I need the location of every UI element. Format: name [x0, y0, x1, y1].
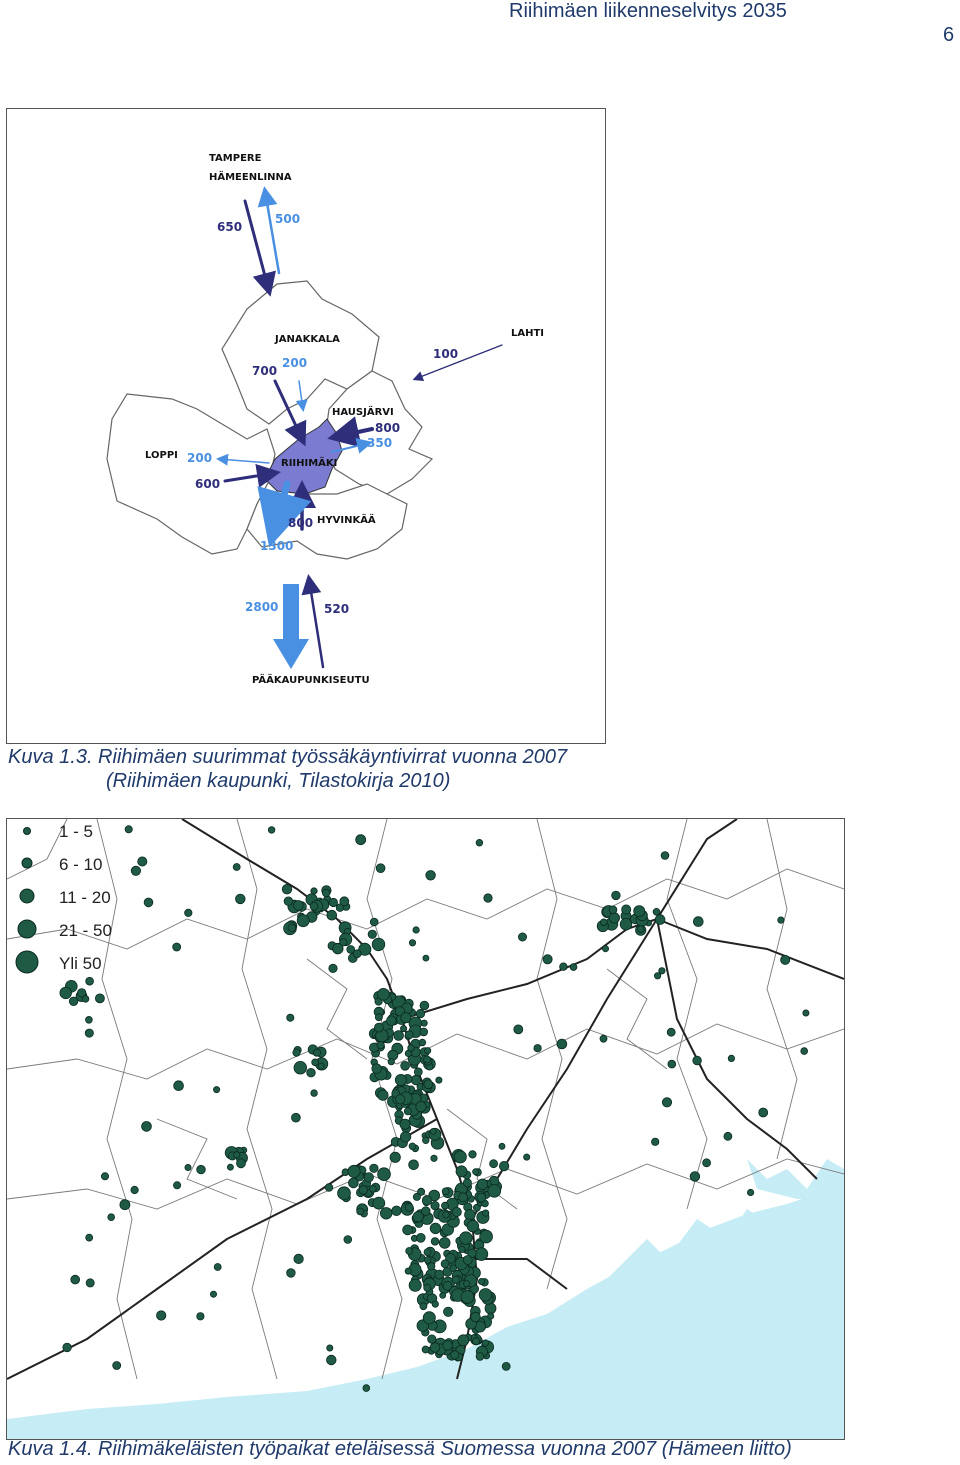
workplace-dot — [86, 1016, 93, 1023]
workplace-dot — [430, 1223, 441, 1234]
workplace-dot — [413, 1193, 420, 1200]
workplace-dot — [125, 826, 132, 833]
workplace-dot — [348, 1165, 360, 1177]
workplace-dot — [372, 1064, 382, 1074]
workplace-dot — [395, 1074, 406, 1085]
workplace-dot — [543, 955, 552, 964]
workplace-dot — [344, 1236, 352, 1244]
workplace-dot — [473, 1338, 480, 1345]
workplace-dot — [374, 1023, 383, 1032]
workplace-dot — [693, 917, 703, 927]
flow-lahti: 100 — [433, 347, 459, 361]
workplace-dot — [318, 1063, 324, 1069]
workplace-dot — [490, 1160, 498, 1168]
workplace-dot — [95, 994, 104, 1003]
workplace-dot — [340, 897, 349, 906]
workplace-dot — [423, 955, 429, 961]
workplace-dot — [471, 1312, 481, 1322]
flow-hyvinkaa-out: 1300 — [260, 539, 294, 553]
workplace-dot — [499, 1161, 508, 1170]
workplace-dot — [424, 1284, 431, 1291]
workplace-dot — [394, 1031, 404, 1041]
workplace-dot — [451, 1351, 459, 1359]
workplace-dot — [293, 1049, 300, 1056]
workplace-dot — [488, 1313, 494, 1319]
workplace-dot — [422, 1207, 431, 1216]
workplace-dot — [661, 852, 669, 860]
workplace-dot — [454, 1151, 466, 1163]
workplace-dot — [442, 1188, 449, 1195]
workplace-dot — [174, 1182, 181, 1189]
workplace-dot — [69, 997, 78, 1006]
legend-dot-1 — [24, 828, 31, 835]
workplace-dot — [284, 897, 293, 906]
legend-label-4: 21 - 50 — [59, 921, 112, 940]
workplace-dot — [227, 1164, 233, 1170]
workplace-dot — [690, 1172, 700, 1182]
workplace-dot — [416, 1233, 425, 1242]
workplace-dot — [370, 1164, 378, 1172]
workplace-dot — [432, 1301, 438, 1307]
flow-loppi-in: 600 — [195, 477, 221, 491]
workplace-dot — [409, 1143, 416, 1150]
workplace-dot — [86, 977, 94, 985]
workplace-dot — [426, 871, 436, 881]
place-paakaupunkiseutu: PÄÄKAUPUNKISEUTU — [252, 675, 370, 686]
workplace-dot — [435, 1270, 444, 1279]
flow-hyvinkaa-in: 800 — [288, 516, 314, 530]
figure1-caption: Kuva 1.3. Riihimäen suurimmat työssäkäyntivirrat vuonna 2007 — [8, 746, 568, 768]
workplace-dot — [142, 1122, 152, 1132]
workplace-dot — [101, 1173, 108, 1180]
workplace-dot — [214, 1264, 221, 1271]
workplace-dot — [174, 1081, 184, 1091]
workplace-dot — [311, 1090, 318, 1097]
workplace-dot — [288, 924, 296, 932]
workplace-dot — [693, 1056, 702, 1065]
place-lahti: LAHTI — [511, 328, 545, 339]
workplace-dot — [778, 917, 784, 923]
workplace-dot — [431, 1201, 439, 1209]
workplace-dot — [662, 1098, 671, 1107]
legend — [16, 822, 112, 973]
workplace-dot — [602, 946, 608, 952]
workplace-dot — [430, 1343, 440, 1353]
workplace-dot — [456, 1166, 467, 1177]
workplace-dot — [420, 1001, 429, 1010]
workplace-dot — [557, 1039, 567, 1049]
workplace-dot — [372, 938, 385, 951]
flow-loppi-out: 200 — [187, 451, 213, 465]
workplace-dot — [459, 1246, 465, 1252]
workplace-dot — [307, 1068, 316, 1077]
workplace-dot — [467, 1220, 479, 1232]
workplace-dot — [436, 1077, 442, 1083]
workplace-dot — [422, 1196, 431, 1205]
workplace-dot — [405, 1031, 413, 1039]
workplace-dot — [234, 1152, 240, 1158]
workplace-dot — [237, 1159, 246, 1168]
workplace-dot — [359, 1186, 368, 1195]
workplace-dot — [406, 1248, 413, 1255]
workplace-dot — [609, 913, 619, 923]
workplace-dot — [514, 1025, 523, 1034]
workplace-dot — [408, 1045, 415, 1052]
workplace-dot — [293, 901, 303, 911]
workplace-dot — [311, 888, 317, 894]
workplace-dot — [388, 1059, 394, 1065]
workplace-dot — [460, 1232, 473, 1245]
workplace-dot — [442, 1202, 449, 1209]
workplace-dot — [376, 864, 385, 873]
workplace-dot — [414, 1068, 422, 1076]
workplace-dot — [609, 906, 617, 914]
workplace-dot — [409, 1160, 419, 1170]
figure1-caption-source: (Riihimäen kaupunki, Tilastokirja 2010) — [106, 770, 451, 792]
workplace-dot — [502, 1362, 510, 1370]
workplace-dot — [464, 1281, 470, 1287]
workplace-dot — [380, 1208, 392, 1220]
workplace-dot — [668, 1060, 676, 1068]
workplace-dot — [428, 1263, 435, 1270]
workplace-dot — [431, 1238, 439, 1246]
workplace-dot — [570, 964, 577, 971]
legend-label-2: 6 - 10 — [59, 855, 103, 874]
workplace-dot — [518, 933, 526, 941]
place-tampere: TAMPERE — [209, 153, 262, 164]
workplace-dot — [560, 963, 568, 971]
workplace-dot — [373, 1197, 385, 1209]
flow-tampere-in: 650 — [217, 220, 243, 234]
workplace-dot — [420, 1303, 427, 1310]
workplace-dot — [349, 1178, 359, 1188]
workplace-dot — [420, 1028, 428, 1036]
workplace-dot — [120, 1200, 130, 1210]
workplace-dot — [424, 1056, 431, 1063]
workplace-dot — [413, 927, 419, 933]
flow-capital-out: 2800 — [245, 600, 279, 614]
workplace-dot — [461, 1291, 474, 1304]
workplace-dot — [480, 1230, 493, 1243]
workplace-dot — [634, 906, 645, 917]
workplace-dot — [416, 1101, 426, 1111]
workplace-dot — [173, 943, 181, 951]
place-hyvinkaa: HYVINKÄÄ — [317, 515, 376, 526]
workplace-dot — [424, 1080, 433, 1089]
workplace-dot — [620, 918, 632, 930]
workplace-dot — [450, 1265, 457, 1272]
workplace-dot — [322, 889, 330, 897]
workplace-dot — [138, 857, 147, 866]
workplace-dot — [452, 1207, 461, 1216]
workplace-dot — [327, 1345, 333, 1351]
workplace-dot — [654, 973, 660, 979]
workplace-dot — [392, 1206, 402, 1216]
workplace-dot — [409, 940, 415, 946]
workplace-dot — [463, 1179, 471, 1187]
workplace-dot — [113, 1362, 121, 1370]
workplace-dot — [781, 955, 790, 964]
workplace-dot — [236, 894, 246, 904]
workplace-dot — [499, 1143, 505, 1149]
workplace-dot — [476, 1353, 484, 1361]
workplace-dot — [534, 1045, 541, 1052]
document-title: Riihimäen liikenneselvitys 2035 — [509, 0, 787, 22]
legend-label-1: 1 - 5 — [59, 822, 94, 841]
workplace-dot — [405, 1268, 411, 1274]
workplace-dot — [60, 987, 72, 999]
workplace-dot — [282, 884, 292, 894]
municipality-outlines — [107, 281, 432, 559]
workplace-dot — [439, 1238, 450, 1249]
workplace-dot — [363, 1385, 370, 1392]
workplace-dot — [803, 1010, 809, 1016]
workplace-dot — [329, 964, 337, 972]
workplace-dot — [294, 1254, 303, 1263]
workplace-dot — [801, 1048, 808, 1055]
workplace-dot — [405, 1203, 413, 1211]
workplace-dot — [368, 930, 376, 938]
workplace-dot — [411, 1075, 421, 1085]
workplace-dot — [419, 1039, 426, 1046]
workplace-dot — [327, 1355, 337, 1365]
workplace-dot — [185, 909, 192, 916]
workplace-dot — [157, 1311, 166, 1320]
workplace-dot — [71, 1275, 80, 1284]
workplace-dot — [214, 1087, 220, 1093]
legend-label-5: Yli 50 — [59, 954, 102, 973]
workplace-dot — [378, 988, 390, 1000]
workplace-dot — [401, 1026, 407, 1032]
flow-hausjarvi-out: 350 — [367, 436, 393, 450]
workplace-dot — [431, 1155, 437, 1161]
workplace-dot — [421, 1020, 427, 1026]
workplace-dot — [524, 1154, 530, 1160]
workplace-dot — [430, 1128, 436, 1134]
flow-capital-in: 520 — [324, 602, 350, 616]
workplace-dot — [479, 1289, 492, 1302]
workplace-dot — [378, 1090, 388, 1100]
workplace-dot — [210, 1291, 216, 1297]
workplace-dot — [747, 1189, 753, 1195]
legend-dot-2 — [22, 858, 32, 868]
workplace-dot — [329, 898, 337, 906]
flow-tampere-out: 500 — [275, 212, 301, 226]
workplace-dot — [378, 1168, 391, 1181]
workplace-dot — [108, 1214, 115, 1221]
workplace-dot — [63, 1343, 72, 1352]
riihimaki-area — [265, 419, 342, 494]
workplace-dot — [622, 905, 631, 914]
workplace-dot — [703, 1159, 711, 1167]
workplace-dot — [440, 1292, 446, 1298]
workplace-dot — [728, 1055, 734, 1061]
workplace-dot — [356, 835, 366, 845]
place-riihimaki: RIIHIMÄKI — [281, 458, 338, 469]
workplace-dot — [333, 943, 344, 954]
legend-dot-5 — [16, 951, 38, 973]
workplace-dot — [600, 1035, 607, 1042]
workplace-dot — [424, 1257, 431, 1264]
workplace-dot — [612, 891, 621, 900]
workplace-dot — [653, 908, 660, 915]
workplace-dot — [477, 1179, 488, 1190]
workplace-dot — [409, 1279, 421, 1291]
workplace-dot — [667, 1028, 675, 1036]
workplace-dot — [473, 1169, 479, 1175]
workplace-dot — [477, 1193, 486, 1202]
workplace-dot — [197, 1165, 206, 1174]
workplace-dot — [401, 1061, 410, 1070]
workplace-dot — [401, 1013, 411, 1023]
workplace-dot — [310, 902, 318, 910]
workplace-dot — [325, 1184, 333, 1192]
workplace-dot — [404, 1108, 411, 1115]
workplace-dot — [82, 996, 89, 1003]
workplace-dot — [443, 1341, 453, 1351]
workplace-dot — [131, 1186, 138, 1193]
workplace-dot — [425, 1048, 431, 1054]
flow-hausjarvi-in: 800 — [375, 421, 401, 435]
workplace-dot-map — [6, 818, 845, 1440]
legend-dot-3 — [20, 889, 34, 903]
workplace-dot — [475, 1248, 488, 1261]
place-janakkala: JANAKKALA — [275, 334, 340, 345]
workplace-dot — [441, 1260, 449, 1268]
workplace-dot — [197, 1313, 204, 1320]
workplace-dot — [600, 919, 607, 926]
workplace-dot — [144, 898, 153, 907]
workplace-dot — [759, 1108, 768, 1117]
workplace-dot — [422, 1346, 429, 1353]
workplace-dot — [444, 1307, 453, 1316]
workplace-dot — [458, 1335, 469, 1346]
workplace-dot — [638, 926, 645, 933]
workplace-dot — [297, 915, 309, 927]
workplace-dot — [86, 1279, 94, 1287]
page-number: 6 — [943, 24, 955, 46]
place-hausjarvi: HAUSJÄRVI — [332, 407, 394, 418]
workplace-dot — [377, 1041, 384, 1048]
workplace-dot — [327, 910, 337, 920]
figure2-caption: Kuva 1.4. Riihimäkeläisten työpaikat eteläisessä Suomessa vuonna 2007 (Hämeen liitto) — [8, 1438, 792, 1460]
workplace-dot — [400, 1132, 410, 1142]
workplace-dot — [85, 1029, 93, 1037]
workplace-dot — [452, 1276, 459, 1283]
workplace-dot — [483, 1210, 489, 1216]
workplace-dot — [469, 1151, 476, 1158]
workplace-dot — [370, 1185, 377, 1192]
workplace-dot — [357, 1208, 364, 1215]
workplace-dot — [387, 1016, 397, 1026]
workplace-dot — [86, 1234, 93, 1241]
workplace-dot — [443, 1212, 449, 1218]
workplace-dot — [287, 1014, 294, 1021]
workplace-dot — [294, 1061, 307, 1074]
workplace-dot — [465, 1209, 476, 1220]
workplace-dot — [364, 1173, 373, 1182]
place-loppi: LOPPI — [145, 450, 178, 461]
workplace-dot — [652, 1138, 659, 1145]
workplace-dot — [482, 1340, 488, 1346]
workplace-dot — [268, 827, 275, 834]
flow-janakkala-out: 200 — [282, 356, 308, 370]
workplace-dot — [416, 1009, 424, 1017]
workplace-dot — [338, 1187, 351, 1200]
workplace-dot — [424, 1249, 431, 1256]
commute-flow-map — [6, 108, 606, 744]
legend-label-3: 11 - 20 — [59, 888, 111, 907]
workplace-dot — [313, 1049, 320, 1056]
workplace-dot — [353, 950, 361, 958]
workplace-dot — [396, 1095, 405, 1104]
workplace-dot — [463, 1256, 472, 1265]
workplace-dot — [292, 1113, 301, 1122]
workplace-dot — [459, 1193, 468, 1202]
workplace-dot — [478, 1278, 484, 1284]
workplace-dot — [390, 1152, 400, 1162]
workplace-dot — [655, 915, 665, 925]
workplace-dot — [484, 894, 492, 902]
workplace-dot — [423, 1312, 435, 1324]
workplace-dot — [370, 918, 378, 926]
flow-janakkala-in: 700 — [252, 364, 278, 378]
workplace-dot — [476, 839, 483, 846]
workplace-dot — [375, 1014, 382, 1021]
workplace-dot — [185, 1164, 191, 1170]
workplace-dot — [423, 1137, 430, 1144]
legend-dot-4 — [18, 920, 36, 938]
workplace-dot — [403, 1225, 413, 1235]
workplace-dot — [400, 1119, 410, 1129]
place-hameenlinna: HÄMEENLINNA — [209, 172, 292, 183]
workplace-dot — [287, 1269, 296, 1278]
workplace-dot — [312, 1059, 319, 1066]
workplace-dot — [233, 864, 240, 871]
workplace-dot — [131, 866, 140, 875]
workplace-dot — [724, 1132, 732, 1140]
